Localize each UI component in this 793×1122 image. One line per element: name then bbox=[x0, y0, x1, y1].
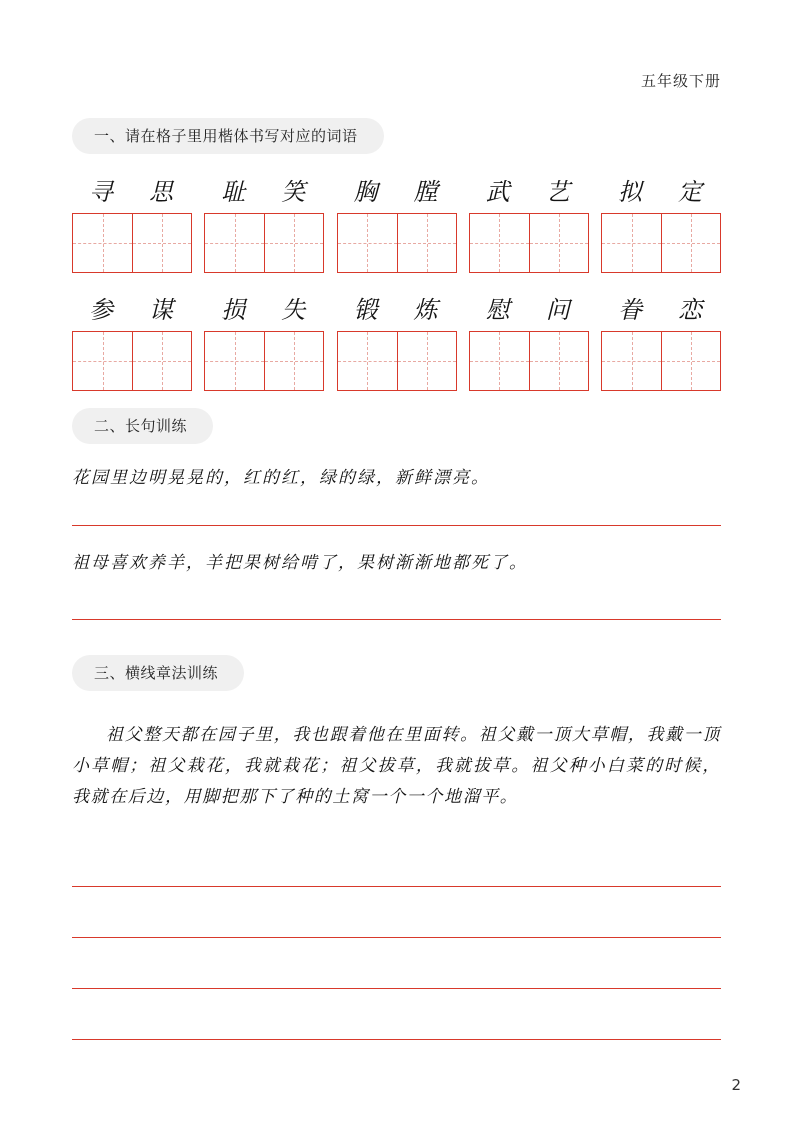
word-label bbox=[204, 172, 324, 207]
word-char: 慰 bbox=[485, 296, 512, 324]
sentence-2: 祖母喜欢养羊，羊把果树给啃了，果树渐渐地都死了。 bbox=[72, 553, 528, 573]
grid-cell[interactable] bbox=[602, 214, 661, 272]
word-char: 寻 bbox=[89, 178, 115, 206]
section-heading-1-label: 一、请在格子里用楷体书写对应的词语 bbox=[72, 118, 384, 154]
word-label bbox=[337, 290, 457, 325]
grid-cell[interactable] bbox=[397, 214, 456, 272]
writing-grid[interactable] bbox=[204, 331, 324, 391]
writing-rule[interactable] bbox=[72, 1039, 721, 1040]
writing-grid[interactable] bbox=[72, 331, 192, 391]
word-char: 耻 bbox=[221, 178, 248, 206]
writing-rule[interactable] bbox=[72, 886, 721, 887]
word-label bbox=[469, 290, 589, 325]
writing-grid[interactable] bbox=[601, 213, 721, 273]
writing-grid[interactable] bbox=[204, 213, 324, 273]
word-char: 思 bbox=[149, 178, 175, 206]
word-row-1-grids bbox=[72, 213, 721, 273]
writing-grid[interactable] bbox=[72, 213, 192, 273]
word-label bbox=[72, 290, 192, 325]
writing-rule[interactable] bbox=[72, 937, 721, 938]
grid-cell[interactable] bbox=[602, 332, 661, 390]
word-char: 定 bbox=[678, 178, 704, 206]
grid-cell[interactable] bbox=[529, 332, 588, 390]
grid-cell[interactable] bbox=[73, 214, 132, 272]
word-label bbox=[72, 172, 192, 207]
word-row-2-labels bbox=[72, 290, 721, 325]
grid-cell[interactable] bbox=[132, 214, 191, 272]
practice-paragraph: 祖父整天都在园子里，我也跟着他在里面转。祖父戴一顶大草帽，我戴一顶小草帽；祖父栽花，我就栽花；祖父拔草，我就拔草。祖父种小白菜的时候，我就在后边，用脚把那下了种的土窝一个一个地溜平。 bbox=[72, 725, 721, 807]
sentence-1: 花园里边明晃晃的，红的红，绿的绿，新鲜漂亮。 bbox=[72, 468, 490, 488]
word-char: 艺 bbox=[545, 178, 572, 206]
grid-cell[interactable] bbox=[338, 332, 397, 390]
word-char: 锻 bbox=[353, 296, 380, 324]
grade-label: 五年级下册 bbox=[640, 72, 721, 90]
writing-rule[interactable] bbox=[72, 619, 721, 620]
grid-cell[interactable] bbox=[397, 332, 456, 390]
word-char: 参 bbox=[89, 296, 115, 324]
grid-cell[interactable] bbox=[338, 214, 397, 272]
writing-grid[interactable] bbox=[469, 331, 589, 391]
writing-rule[interactable] bbox=[72, 525, 721, 526]
grid-cell[interactable] bbox=[661, 332, 720, 390]
grid-cell[interactable] bbox=[132, 332, 191, 390]
grid-cell[interactable] bbox=[470, 332, 529, 390]
word-row-1 bbox=[72, 172, 721, 273]
word-char: 炼 bbox=[413, 296, 440, 324]
word-label bbox=[601, 172, 721, 207]
word-row-2 bbox=[72, 290, 721, 391]
grid-cell[interactable] bbox=[264, 214, 323, 272]
grid-cell[interactable] bbox=[529, 214, 588, 272]
page-number: 2 bbox=[731, 1076, 741, 1094]
writing-grid[interactable] bbox=[337, 331, 457, 391]
writing-grid[interactable] bbox=[469, 213, 589, 273]
grid-cell[interactable] bbox=[205, 214, 264, 272]
word-label bbox=[337, 172, 457, 207]
grid-cell[interactable] bbox=[470, 214, 529, 272]
word-char: 问 bbox=[545, 296, 572, 324]
writing-grid[interactable] bbox=[337, 213, 457, 273]
writing-rule[interactable] bbox=[72, 988, 721, 989]
word-char: 拟 bbox=[618, 178, 644, 206]
word-char: 膛 bbox=[413, 178, 440, 206]
word-char: 胸 bbox=[353, 178, 380, 206]
word-row-1-labels bbox=[72, 172, 721, 207]
grid-cell[interactable] bbox=[73, 332, 132, 390]
grid-cell[interactable] bbox=[264, 332, 323, 390]
section-heading-2 bbox=[72, 408, 213, 444]
section-heading-3-label: 三、横线章法训练 bbox=[72, 655, 244, 691]
grid-cell[interactable] bbox=[205, 332, 264, 390]
word-char: 损 bbox=[221, 296, 248, 324]
word-char: 武 bbox=[485, 178, 512, 206]
word-label bbox=[601, 290, 721, 325]
word-label bbox=[469, 172, 589, 207]
word-char: 笑 bbox=[281, 178, 308, 206]
word-char: 眷 bbox=[618, 296, 644, 324]
word-label bbox=[204, 290, 324, 325]
section-heading-3 bbox=[72, 655, 244, 691]
section-heading-1 bbox=[72, 118, 384, 154]
writing-grid[interactable] bbox=[601, 331, 721, 391]
word-char: 失 bbox=[281, 296, 308, 324]
section-heading-2-label: 二、长句训练 bbox=[72, 408, 213, 444]
word-char: 恋 bbox=[678, 296, 704, 324]
grid-cell[interactable] bbox=[661, 214, 720, 272]
word-char: 谋 bbox=[149, 296, 175, 324]
word-row-2-grids bbox=[72, 331, 721, 391]
